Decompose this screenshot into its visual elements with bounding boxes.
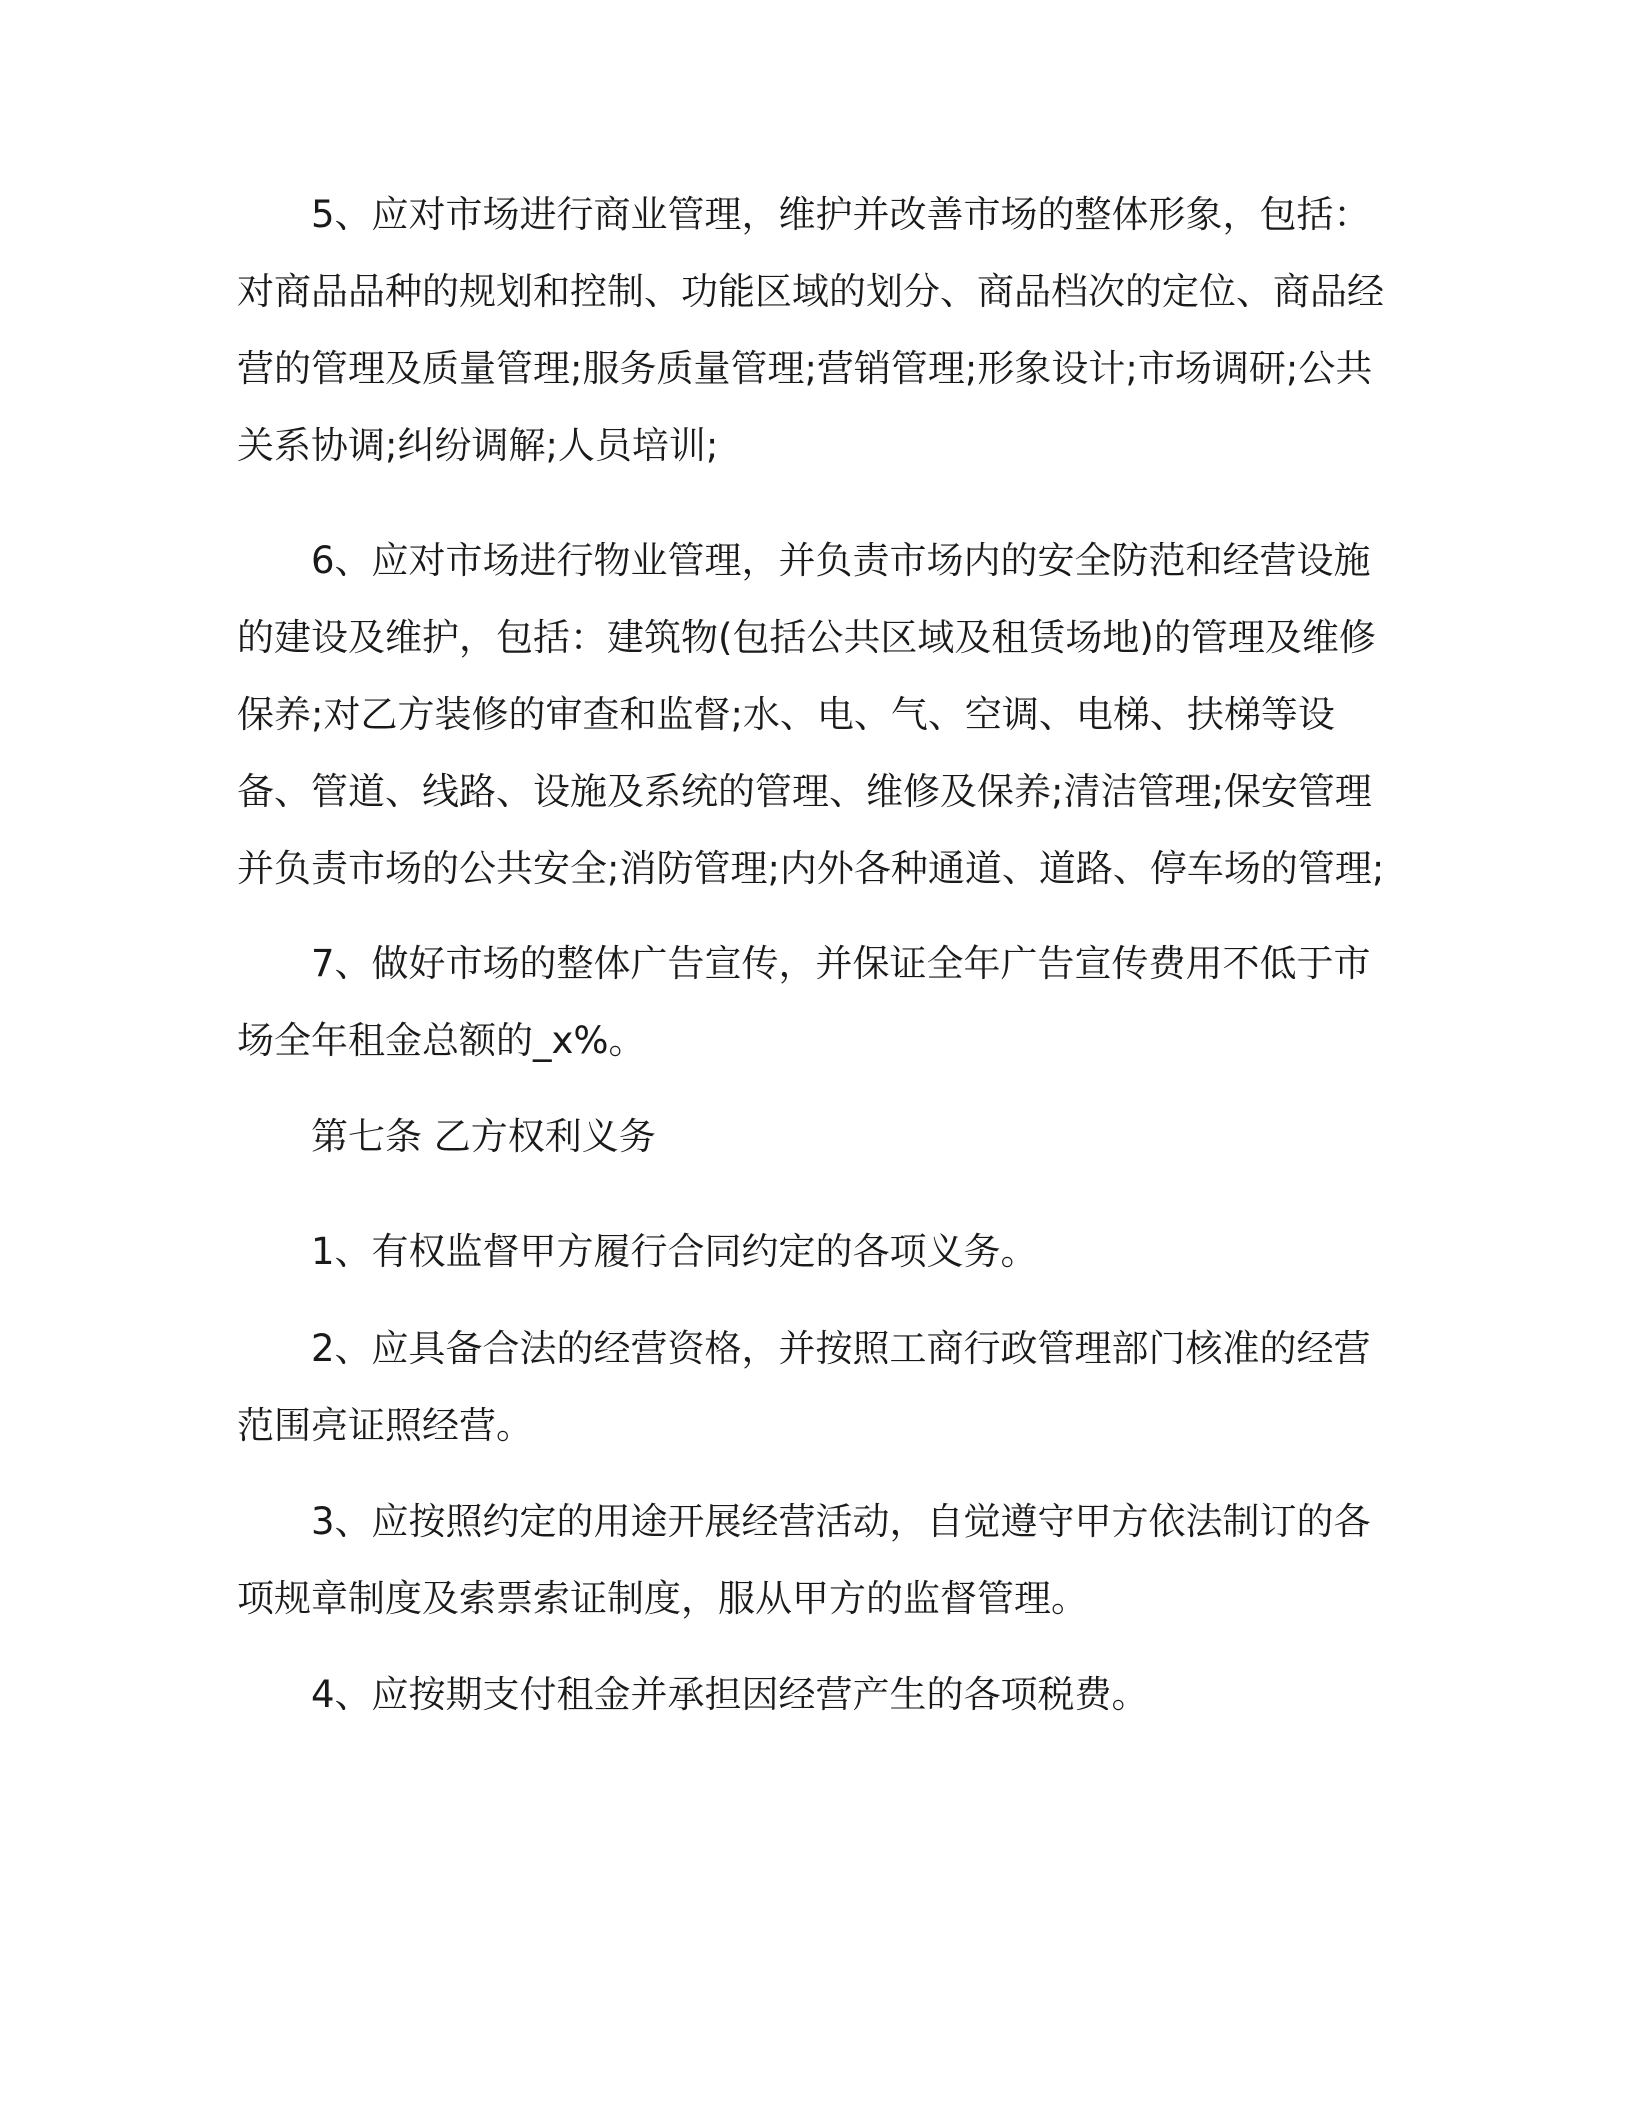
paragraph-item-5: 5、应对市场进行商业管理，维护并改善市场的整体形象，包括：对商品品种的规划和控制、功能区域的划分、商品档次的定位、商品经营的管理及质量管理;服务质量管理;营销管理;形象设计;市场调研;公共关系协调;纠纷调解;人员培训; [237,193,1384,467]
paragraph-item-6: 6、应对市场进行物业管理，并负责市场内的安全防范和经营设施的建设及维护，包括：建筑物(包括公共区域及租赁场地)的管理及维修保养;对乙方装修的审查和监督;水、电、气、空调、电梯、扶梯等设备、管道、线路、设施及系统的管理、维修及保养;清洁管理;保安管理并负责市场的公共安全;消防管理;内外各种通道、道路、停车场的管理; [237,539,1385,890]
section-paragraph-2: 2、应具备合法的经营资格，并按照工商行政管理部门核准的经营范围亮证照经营。 [237,1327,1371,1447]
section-paragraph-3: 3、应按照约定的用途开展经营活动，自觉遵守甲方依法制订的各项规章制度及索票索证制度，服从甲方的监督管理。 [237,1500,1371,1620]
section-heading: 第七条 乙方权利义务 [311,1115,656,1158]
section-paragraph-4: 4、应按期支付租金并承担因经营产生的各项税费。 [311,1673,1149,1716]
section-paragraph-1: 1、有权监督甲方履行合同约定的各项义务。 [311,1230,1038,1273]
paragraph-item-7: 7、做好市场的整体广告宣传，并保证全年广告宣传费用不低于市场全年租金总额的_x%。 [237,942,1371,1062]
